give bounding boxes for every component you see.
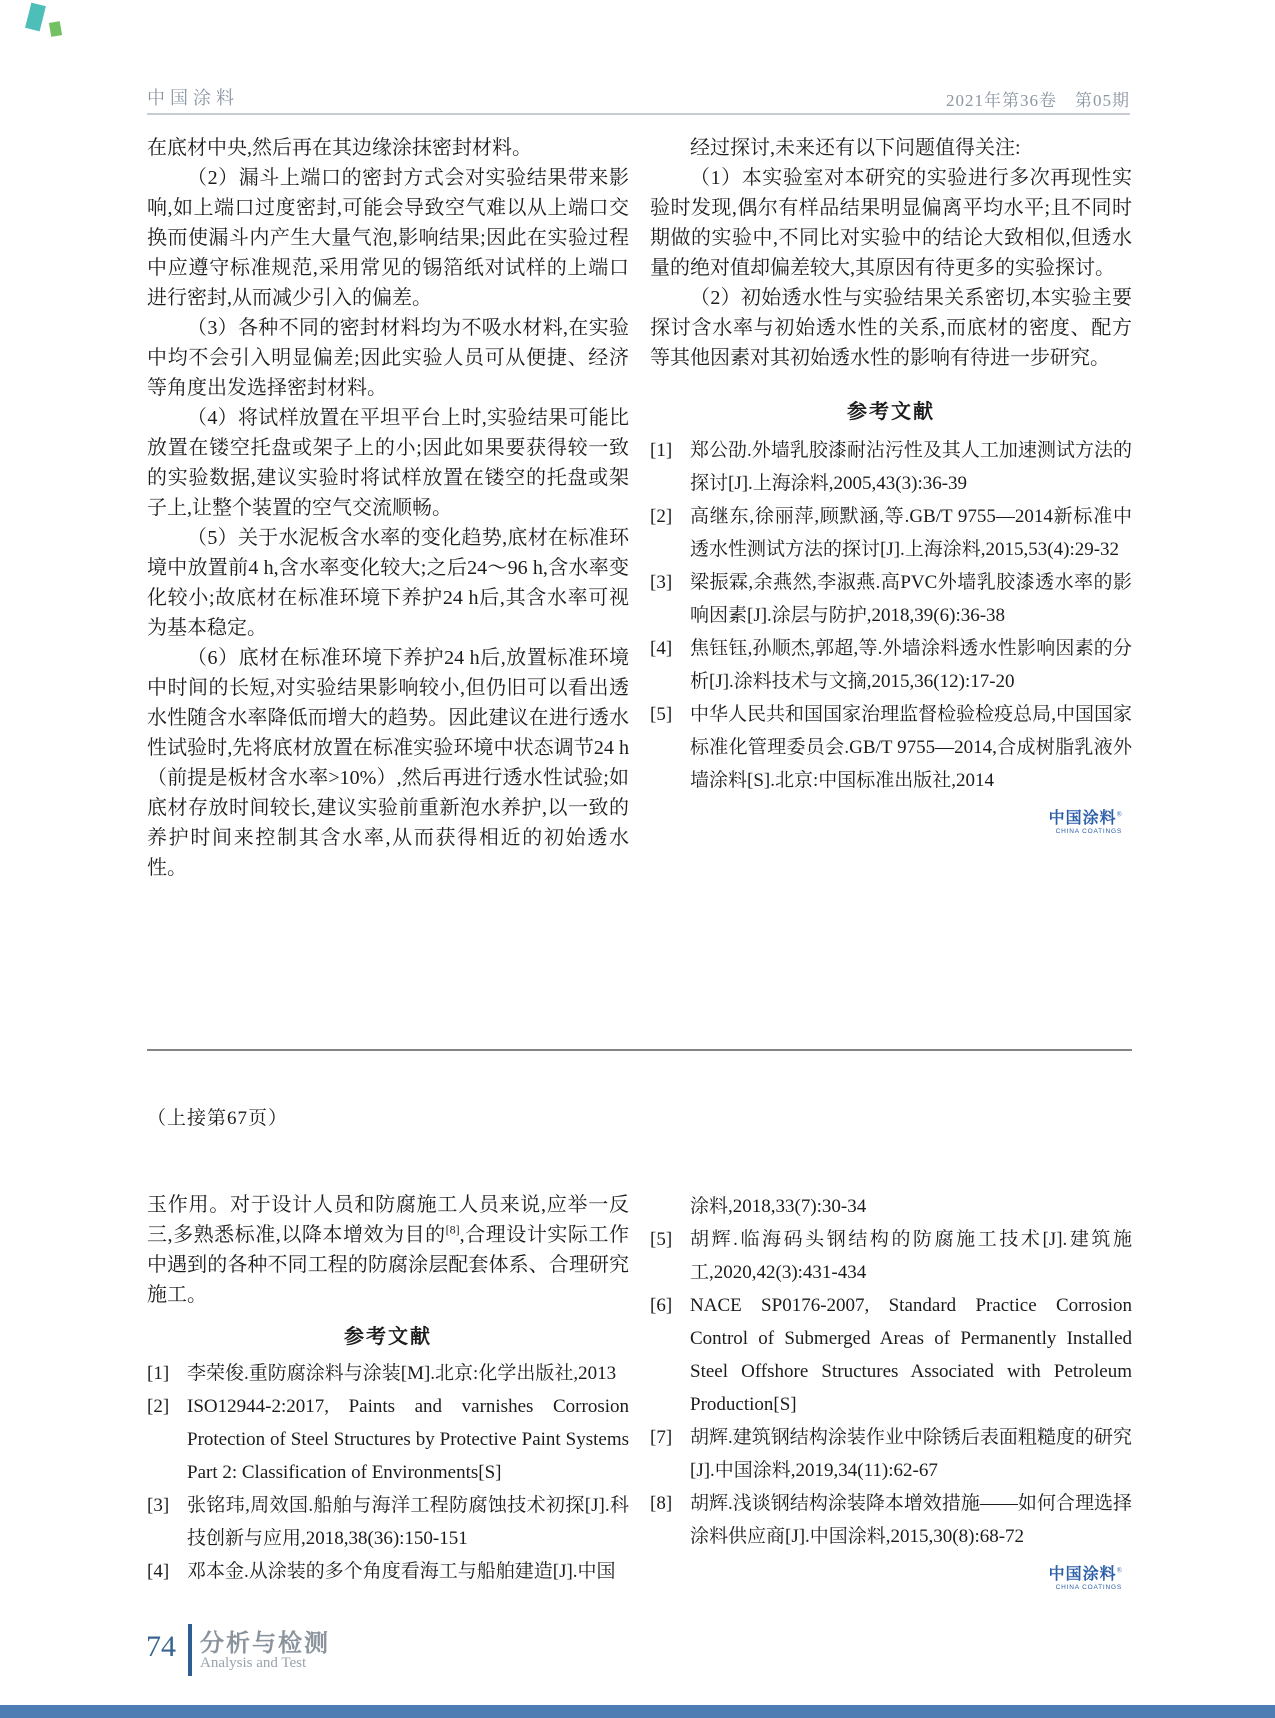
body-paragraph: （3）各种不同的密封材料均为不吸水材料,在实验中均不会引入明显偏差;因此实验人员可从便捷、经济等角度出发选择密封材料。 bbox=[147, 317, 629, 399]
issue-info: 2021年第36卷 第05期 bbox=[946, 91, 1130, 110]
print-mark-green bbox=[49, 21, 62, 37]
body-paragraph: （1）本实验室对本研究的实验进行多次再现性实验时发现,偶尔有样品结果明显偏离平均水平;且不同时期做的实验中,不同比对实验中的结论大致相似,但透水量的绝对值却偏差较大,其原因有待更多的实验探讨。 bbox=[650, 167, 1132, 279]
china-coatings-logo bbox=[650, 811, 1132, 836]
footer-section-title-cn: 分析与检测 bbox=[200, 1630, 330, 1657]
reference-item bbox=[650, 1223, 1132, 1289]
reference-number: [3] bbox=[650, 572, 673, 593]
footer-accent-bar bbox=[188, 1624, 192, 1676]
reference-number: [5] bbox=[650, 1229, 673, 1250]
reference-text: ISO12944-2:2017, Paints and varnishes Corrosion Protection of Steel Structures by Protective Paint Systems Part 2: Classification of Environments[S] bbox=[187, 1396, 629, 1483]
body-paragraph: 在底材中央,然后再在其边缘涂抹密封材料。 bbox=[147, 137, 532, 159]
article2-right-column bbox=[650, 1190, 1132, 1592]
reference-number: [2] bbox=[650, 506, 673, 527]
reference-item bbox=[650, 1421, 1132, 1487]
reference-text: 中华人民共和国国家治理监督检验检疫总局,中国国家标准化管理委员会.GB/T 9755—2014,合成树脂乳液外墙涂料[S].北京:中国标准出版社,2014 bbox=[690, 704, 1132, 791]
reference-text: NACE SP0176-2007, Standard Practice Corrosion Control of Submerged Areas of Permanently Installed Steel Offshore Structures Associated with Petroleum Production[S] bbox=[690, 1295, 1132, 1415]
journal-name: 中国涂料 bbox=[147, 88, 239, 108]
header-rule bbox=[147, 113, 1130, 115]
reference-item bbox=[650, 500, 1132, 566]
reference-number: [4] bbox=[147, 1561, 170, 1582]
article1-left-column bbox=[147, 133, 629, 883]
body-paragraph: （2）初始透水性与实验结果关系密切,本实验主要探讨含水率与初始透水性的关系,而底材的密度、配方等其他因素对其初始透水性的影响有待进一步研究。 bbox=[650, 287, 1132, 369]
logo-cn-text: 中国涂料 bbox=[1048, 1566, 1117, 1583]
reference-number: [3] bbox=[147, 1495, 170, 1516]
references-title: 参考文献 bbox=[847, 401, 935, 423]
references-list bbox=[650, 434, 1132, 797]
reference-text: 邓本金.从涂装的多个角度看海工与船舶建造[J].中国 bbox=[187, 1561, 616, 1582]
reference-text: 涂料,2018,33(7):30-34 bbox=[690, 1196, 867, 1217]
body-paragraph: （6）底材在标准环境下养护24 h后,放置标准环境中时间的长短,对实验结果影响较小,但仍旧可以看出透水性随含水率降低而增大的趋势。因此建议在进行透水性试验时,先将底材放置在标准实验环境中状态调节24 h（前提是板材含水率>10%）,然后再进行透水性试验;如底材存放时间较长,建议实验前重新泡水养护,以一致的养护时间来控制其含水率,从而获得相近的初始透水性。 bbox=[147, 647, 629, 879]
reference-number bbox=[650, 1190, 690, 1223]
reference-item bbox=[650, 698, 1132, 797]
footer-section-title-en: Analysis and Test bbox=[200, 1655, 307, 1671]
reference-item bbox=[650, 566, 1132, 632]
reference-text: 胡辉.建筑钢结构涂装作业中除锈后表面粗糙度的研究[J].中国涂料,2019,34(11):62-67 bbox=[690, 1427, 1132, 1481]
reference-text: 胡辉.临海码头钢结构的防腐施工技术[J].建筑施工,2020,42(3):431-434 bbox=[690, 1229, 1132, 1283]
body-paragraph: 经过探讨,未来还有以下问题值得关注: bbox=[690, 137, 1021, 159]
article1-right-paragraphs bbox=[650, 133, 1132, 373]
references-list-right bbox=[650, 1190, 1132, 1553]
reference-item bbox=[147, 1555, 629, 1588]
reference-item bbox=[650, 434, 1132, 500]
print-mark-teal bbox=[25, 3, 46, 32]
logo-en-text: CHINA COATINGS bbox=[1055, 1584, 1122, 1591]
references-list-left bbox=[147, 1357, 629, 1588]
references-title: 参考文献 bbox=[344, 1326, 432, 1348]
superscript-citation: [8] bbox=[445, 1222, 460, 1237]
section-divider bbox=[147, 1049, 1132, 1051]
reference-text: 胡辉.浅谈钢结构涂装降本增效措施——如何合理选择涂料供应商[J].中国涂料,2015,30(8):68-72 bbox=[690, 1493, 1132, 1547]
body-paragraph: （4）将试样放置在平坦平台上时,实验结果可能比放置在镂空托盘或架子上的小;因此如果要获得较一致的实验数据,建议实验时将试样放置在镂空的托盘或架子上,让整个装置的空气交流顺畅。 bbox=[147, 407, 629, 519]
reference-number: [7] bbox=[650, 1427, 673, 1448]
reference-text: 郑公劭.外墙乳胶漆耐沾污性及其人工加速测试方法的探讨[J].上海涂料,2005,43(3):36-39 bbox=[690, 440, 1132, 494]
reference-text: 梁振霖,余燕然,李淑燕.高PVC外墙乳胶漆透水率的影响因素[J].涂层与防护,2018,39(6):36-38 bbox=[690, 572, 1132, 626]
registered-mark-icon: ® bbox=[1116, 810, 1122, 819]
reference-item bbox=[650, 1487, 1132, 1553]
continuation-note: （上接第67页） bbox=[147, 1108, 289, 1129]
reference-item bbox=[147, 1357, 629, 1390]
logo-cn-text: 中国涂料 bbox=[1048, 810, 1117, 827]
reference-number: [1] bbox=[147, 1363, 170, 1384]
logo-en-text: CHINA COATINGS bbox=[1055, 828, 1122, 835]
reference-number: [6] bbox=[650, 1295, 673, 1316]
reference-text: 张铭玮,周效国.船舶与海洋工程防腐蚀技术初探[J].科技创新与应用,2018,38(36):150-151 bbox=[187, 1495, 629, 1549]
article1-right-column bbox=[650, 133, 1132, 836]
reference-number: [8] bbox=[650, 1493, 673, 1514]
article2-intro-paragraph bbox=[147, 1190, 629, 1310]
body-paragraph: （5）关于水泥板含水率的变化趋势,底材在标准环境中放置前4 h,含水率变化较大;之后24～96 h,含水率变化较小;故底材在标准环境下养护24 h后,其含水率可视为基本稳定。 bbox=[147, 527, 629, 639]
reference-item bbox=[650, 632, 1132, 698]
reference-item bbox=[650, 1289, 1132, 1421]
reference-number: [1] bbox=[650, 440, 673, 461]
registered-mark-icon: ® bbox=[1116, 1566, 1122, 1575]
reference-number: [5] bbox=[650, 704, 673, 725]
china-coatings-logo bbox=[650, 1567, 1132, 1592]
page-number: 74 bbox=[146, 1630, 176, 1663]
bottom-blue-strip bbox=[0, 1705, 1275, 1718]
reference-number: [4] bbox=[650, 638, 673, 659]
reference-number: [2] bbox=[147, 1396, 170, 1417]
reference-item bbox=[147, 1489, 629, 1555]
reference-text: 李荣俊.重防腐涂料与涂装[M].北京:化学出版社,2013 bbox=[187, 1363, 617, 1384]
reference-text: 高继东,徐丽萍,顾默涵,等.GB/T 9755—2014新标准中透水性测试方法的探讨[J].上海涂料,2015,53(4):29-32 bbox=[690, 506, 1132, 560]
intro-text-pre: 玉作用。对于设计人员和防腐施工人员来说,应举一反三,多熟悉标准,以降本增效为目的 bbox=[147, 1194, 629, 1246]
article2-left-column bbox=[147, 1190, 629, 1588]
reference-text: 焦钰钰,孙顺杰,郭超,等.外墙涂料透水性影响因素的分析[J].涂料技术与文摘,2015,36(12):17-20 bbox=[690, 638, 1132, 692]
reference-item bbox=[147, 1390, 629, 1489]
reference-item bbox=[650, 1190, 1132, 1223]
body-paragraph: （2）漏斗上端口的密封方式会对实验结果带来影响,如上端口过度密封,可能会导致空气难以从上端口交换而使漏斗内产生大量气泡,影响结果;因此在实验过程中应遵守标准规范,采用常见的锡箔纸对试样的上端口进行密封,从而减少引入的偏差。 bbox=[147, 167, 629, 309]
intro-text-post: ,合理设计实际工作中遇到的各种不同工程的防腐涂层配套体系、合理研究施工。 bbox=[147, 1224, 630, 1306]
